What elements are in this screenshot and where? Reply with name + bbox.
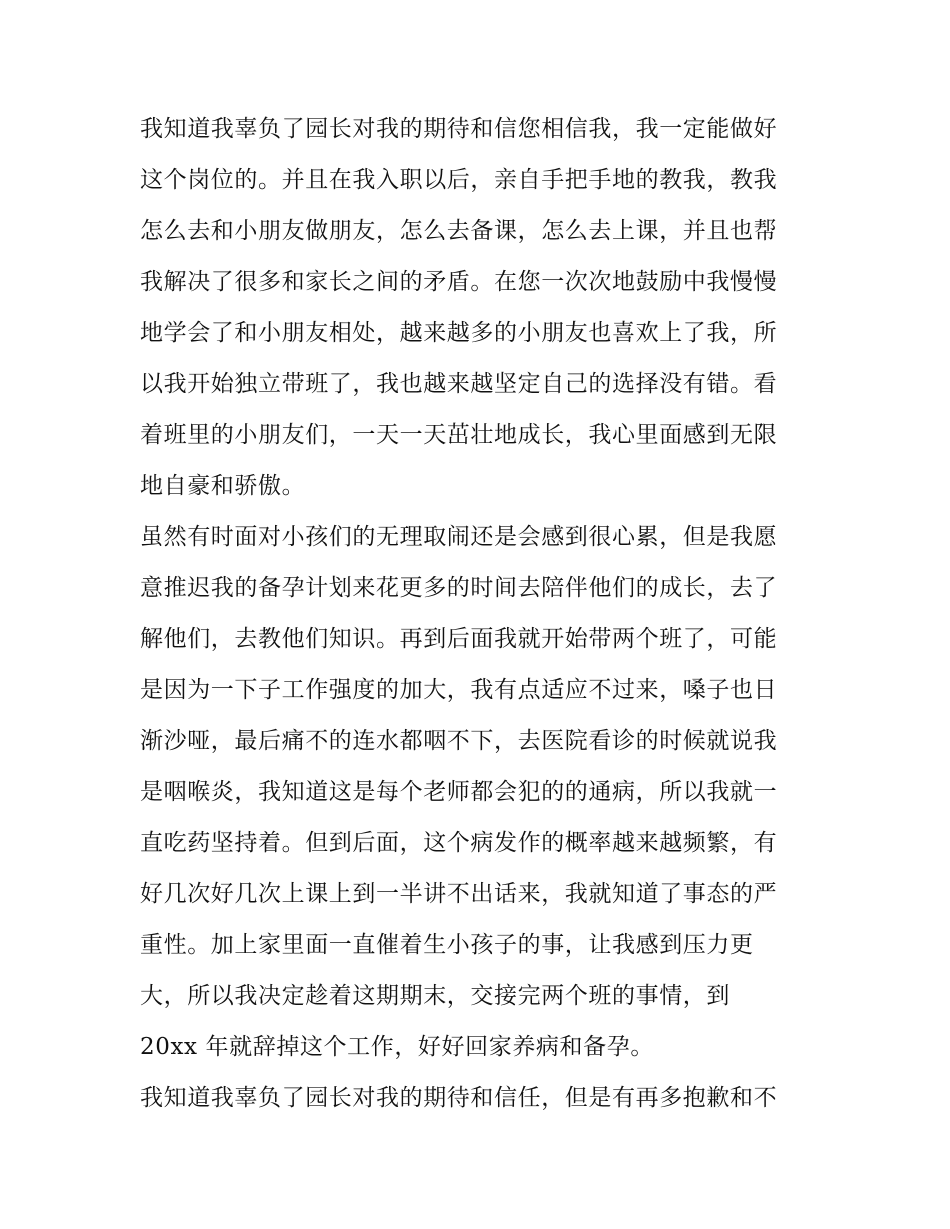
text-line: 大，所以我决定趁着这期期末，交接完两个班的事情，到 — [140, 983, 730, 1009]
text-line: 以我开始独立带班了，我也越来越坚定自己的选择没有错。看 — [140, 371, 778, 397]
text-line: 这个岗位的。并且在我入职以后，亲自手把手地的教我，教我 — [140, 167, 778, 193]
text-line: 重性。加上家里面一直催着生小孩子的事，让我感到压力更 — [140, 932, 754, 958]
text-line: 渐沙哑，最后痛不的连水都咽不下，去医院看诊的时候就说我 — [140, 728, 778, 754]
text-line: 解他们，去教他们知识。再到后面我就开始带两个班了，可能 — [140, 626, 778, 652]
paragraph-2 — [140, 512, 820, 1073]
text-line: 我知道我辜负了园长对我的期待和信您相信我，我一定能做好 — [140, 116, 778, 142]
text-line: 我解决了很多和家长之间的矛盾。在您一次次地鼓励中我慢慢 — [140, 269, 778, 295]
text-line: 是因为一下子工作强度的加大，我有点适应不过来，嗓子也日 — [140, 677, 778, 703]
text-line: 着班里的小朋友们，一天一天茁壮地成长，我心里面感到无限 — [140, 422, 778, 448]
text-line: 怎么去和小朋友做朋友，怎么去备课，怎么去上课，并且也帮 — [140, 218, 778, 244]
text-line: 直吃药坚持着。但到后面，这个病发作的概率越来越频繁，有 — [140, 830, 778, 856]
text-line: 意推迟我的备孕计划来花更多的时间去陪伴他们的成长，去了 — [140, 575, 778, 601]
text-line: 20xx 年就辞掉这个工作，好好回家养病和备孕。 — [140, 1034, 654, 1060]
text-line: 我知道我辜负了园长对我的期待和信任，但是有再多抱歉和不 — [140, 1085, 778, 1111]
text-line: 地学会了和小朋友相处，越来越多的小朋友也喜欢上了我，所 — [140, 320, 778, 346]
text-line: 地自豪和骄傲。 — [140, 473, 306, 499]
body-text — [140, 104, 820, 1124]
text-line: 虽然有时面对小孩们的无理取闹还是会感到很心累，但是我愿 — [140, 524, 778, 550]
paragraph-1 — [140, 104, 820, 512]
text-line: 是咽喉炎，我知道这是每个老师都会犯的的通病，所以我就一 — [140, 779, 778, 805]
text-line: 好几次好几次上课上到一半讲不出话来，我就知道了事态的严 — [140, 881, 778, 907]
paragraph-3 — [140, 1073, 820, 1124]
